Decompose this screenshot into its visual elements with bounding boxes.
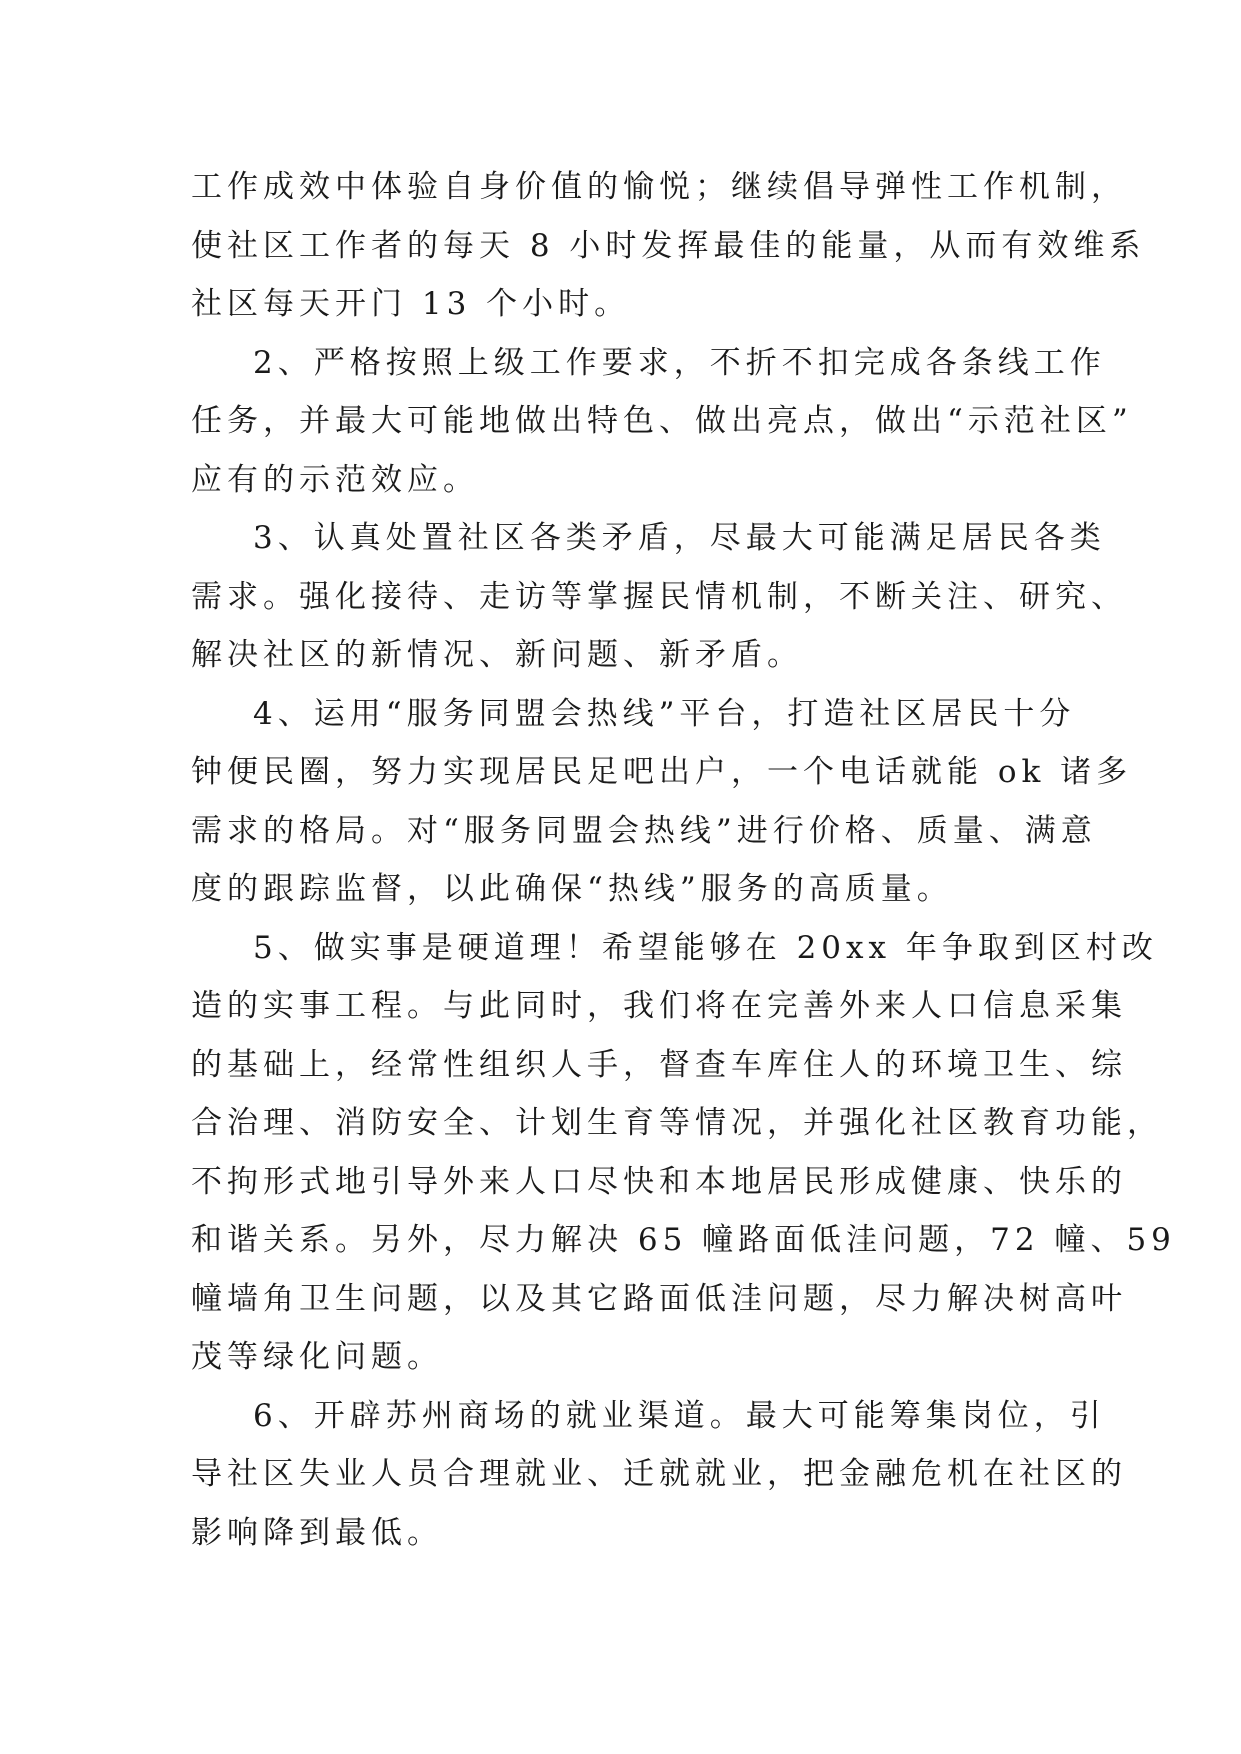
text-line: 导社区失业人员合理就业、迁就就业，把金融危机在社区的 [191, 1456, 1127, 1492]
text-line: 不拘形式地引导外来人口尽快和本地居民形成健康、快乐的 [191, 1163, 1127, 1200]
text-line: 需求。强化接待、走访等掌握民情机制，不断关注、研究、 [191, 578, 1127, 615]
text-line: 和谐关系。另外，尽力解决 65 幢路面低洼问题，72 幢、59 [191, 1222, 1176, 1258]
text-line: 4、运用“服务同盟会热线”平台，打造社区居民十分 [253, 695, 1076, 732]
document-body [191, 158, 1176, 1562]
text-line: 5、做实事是硬道理！希望能够在 20xx 年争取到区村改 [253, 929, 1158, 966]
paragraph-item-2 [191, 334, 1133, 510]
text-line: 需求的格局。对“服务同盟会热线”进行价格、质量、满意 [191, 812, 1097, 849]
text-line: 钟便民圈，努力实现居民足吧出户，一个电话就能 ok 诸多 [191, 754, 1133, 790]
paragraph-item-3 [191, 509, 1127, 685]
paragraph-continued [191, 158, 1146, 334]
text-line: 应有的示范效应。 [191, 461, 479, 498]
paragraph-item-5 [191, 919, 1176, 1387]
paragraph-item-4 [191, 685, 1133, 919]
text-line: 度的跟踪监督，以此确保“热线”服务的高质量。 [191, 871, 953, 907]
text-line: 幢墙角卫生问题，以及其它路面低洼问题，尽力解决树高叶 [191, 1280, 1127, 1317]
text-line: 工作成效中体验自身价值的愉悦；继续倡导弹性工作机制， [191, 169, 1127, 205]
text-line: 影响降到最低。 [191, 1514, 443, 1551]
text-line: 的基础上，经常性组织人手，督查车库住人的环境卫生、综 [191, 1046, 1127, 1083]
text-line: 3、认真处置社区各类矛盾，尽最大可能满足居民各类 [253, 520, 1106, 556]
text-line: 合治理、消防安全、计划生育等情况，并强化社区教育功能， [191, 1105, 1163, 1141]
text-line: 茂等绿化问题。 [191, 1339, 443, 1375]
text-line: 解决社区的新情况、新问题、新矛盾。 [191, 637, 803, 673]
text-line: 使社区工作者的每天 8 小时发挥最佳的能量，从而有效维系 [191, 227, 1146, 264]
text-line: 造的实事工程。与此同时，我们将在完善外来人口信息采集 [191, 988, 1127, 1024]
text-line: 6、开辟苏州商场的就业渠道。最大可能筹集岗位，引 [253, 1397, 1106, 1434]
text-line: 社区每天开门 13 个小时。 [191, 286, 631, 322]
paragraph-item-6 [191, 1387, 1127, 1563]
text-line: 任务，并最大可能地做出特色、做出亮点，做出“示范社区” [191, 403, 1133, 439]
text-line: 2、严格按照上级工作要求，不折不扣完成各条线工作 [253, 344, 1106, 381]
